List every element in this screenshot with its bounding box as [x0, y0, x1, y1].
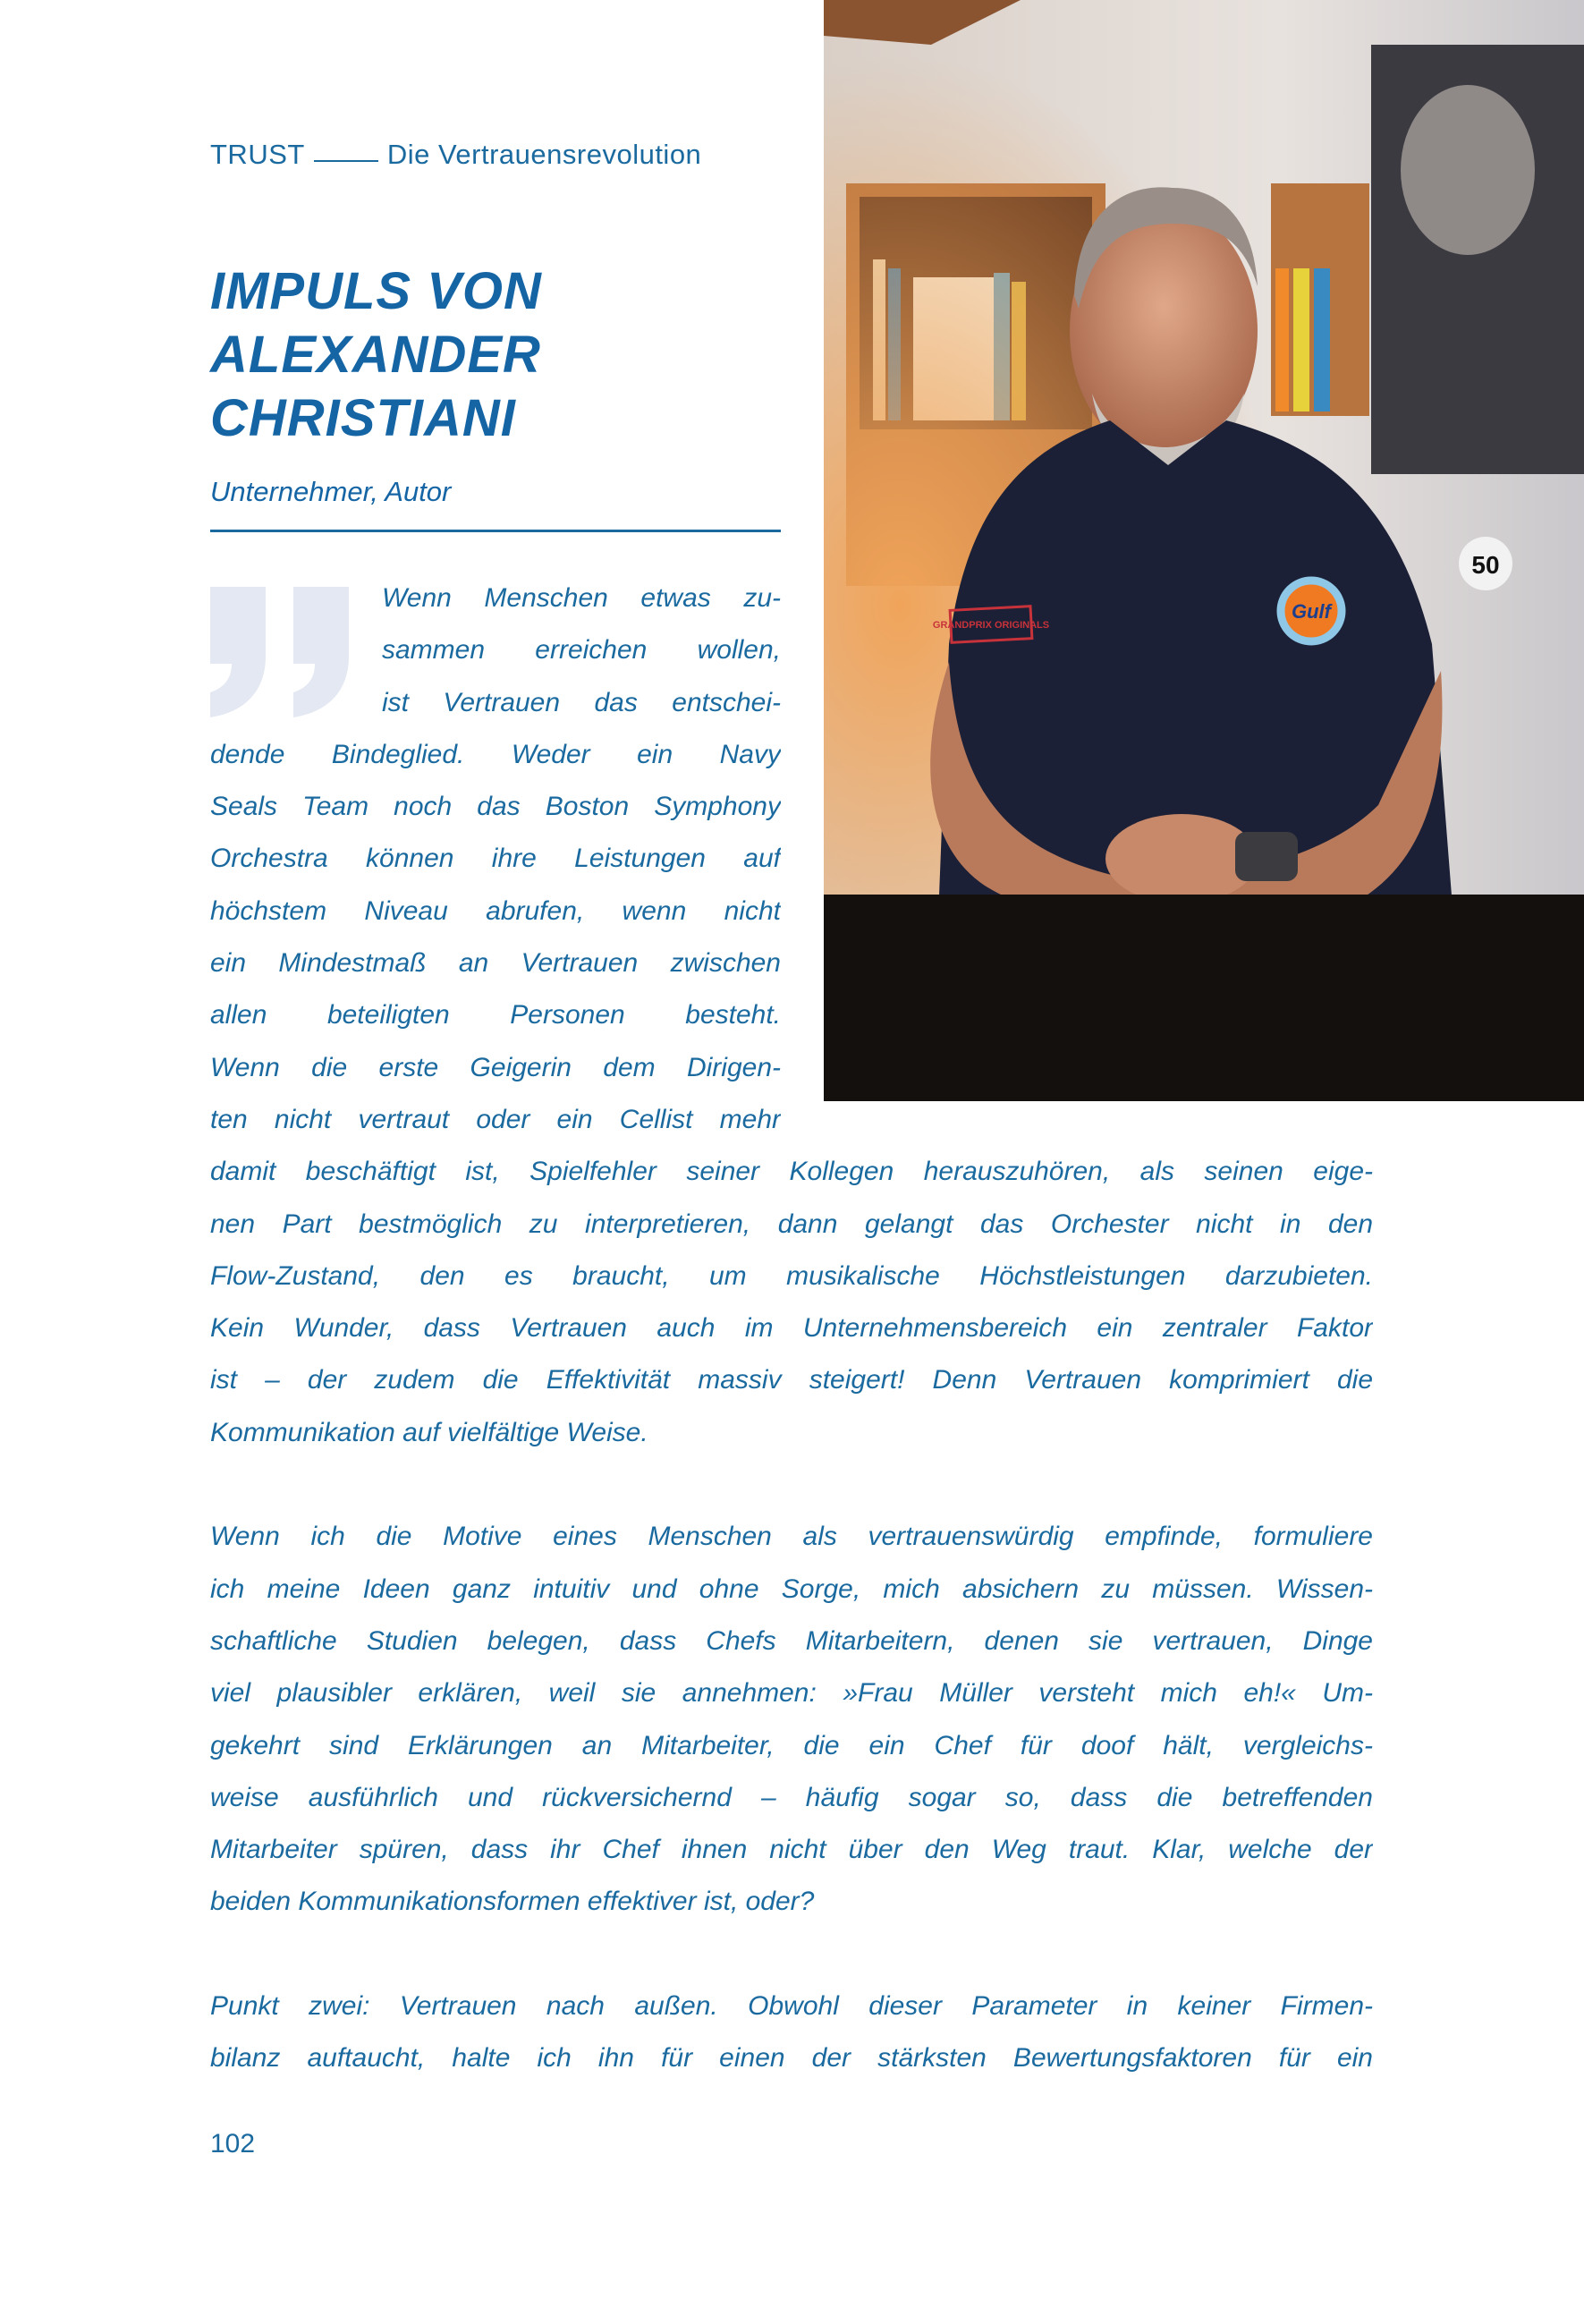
title-divider: [210, 530, 781, 532]
text-line: Orchestra können ihre Leistungen auf: [210, 844, 781, 874]
author-role: Unternehmer, Autor: [210, 476, 452, 507]
text-line: höchstem Niveau abrufen, wenn nicht: [210, 895, 781, 926]
text-line: damit beschäftigt ist, Spielfehler seiner Kollegen herauszuhören, als seinen eige-: [210, 1157, 1373, 1187]
text-line: Wenn Menschen etwas zu-: [382, 583, 781, 613]
text-line: ich meine Ideen ganz intuitiv und ohne Sorge, mich absichern zu müssen. Wissen-: [210, 1573, 1373, 1604]
text-line: viel plausibler erklären, weil sie annehmen: »Frau Müller versteht mich eh!« Um-: [210, 1678, 1373, 1709]
article-body: [210, 573, 1373, 2085]
text-line: Punkt zwei: Vertrauen nach außen. Obwohl dieser Parameter in keiner Firmen-: [210, 1991, 1373, 2022]
text-line: dende Bindeglied. Weder ein Navy: [210, 739, 781, 769]
page-title: [210, 259, 542, 450]
text-line: Kein Wunder, dass Vertrauen auch im Unternehmensbereich ein zentraler Faktor: [210, 1313, 1373, 1344]
page-number: 102: [210, 2129, 256, 2159]
text-line: Wenn ich die Motive eines Menschen als vertrauenswürdig empfinde, formuliere: [210, 1522, 1373, 1552]
text-line: beiden Kommunikationsformen effektiver ist, oder?: [210, 1887, 815, 1917]
text-line: ist Vertrauen das entschei-: [382, 687, 781, 717]
title-line: CHRISTIANI: [210, 389, 516, 447]
text-line: schaftliche Studien belegen, dass Chefs Mitarbeitern, denen sie vertrauen, Dinge: [210, 1625, 1373, 1656]
text-line: Mitarbeiter spüren, dass ihr Chef ihnen nicht über den Weg traut. Klar, welche der: [210, 1835, 1373, 1865]
title-line: ALEXANDER: [210, 326, 541, 384]
text-line: Flow-Zustand, den es braucht, um musikalische Höchstleistungen darzubieten.: [210, 1260, 1373, 1291]
sleeve-number: 50: [1471, 551, 1500, 579]
patch-text: GRANDPRIX ORIGINALS: [932, 620, 1050, 631]
text-line: ten nicht vertraut oder ein Cellist mehr: [210, 1104, 781, 1134]
gulf-logo: Gulf: [1292, 600, 1331, 623]
text-line: allen beteiligten Personen besteht.: [210, 1000, 781, 1031]
chapter-title: Die Vertrauensrevolution: [386, 139, 702, 170]
paragraph-2: [210, 1511, 1373, 1928]
text-line: nen Part bestmöglich zu interpretieren, dann gelangt das Orchester nicht in den: [210, 1209, 1373, 1239]
text-line: weise ausführlich und rückversichernd – häufig sogar so, dass die betreffenden: [210, 1782, 1373, 1812]
header-divider: [314, 160, 378, 162]
text-line: Kommunikation auf vielfältige Weise.: [210, 1417, 648, 1447]
text-line: ein Mindestmaß an Vertrauen zwischen: [210, 948, 781, 979]
text-line: sammen erreichen wollen,: [382, 635, 781, 666]
paragraph-3: [210, 1980, 1373, 2085]
text-line: Wenn die erste Geigerin dem Dirigen-: [210, 1052, 781, 1082]
paragraph-1: [210, 573, 1373, 1459]
text-line: gekehrt sind Erklärungen an Mitarbeiter, die ein Chef für doof hält, vergleichs-: [210, 1730, 1373, 1760]
running-header: [210, 139, 701, 171]
title-line: IMPULS VON: [210, 262, 542, 320]
text-line: bilanz auftaucht, halte ich ihn für einen der stärksten Bewertungsfaktoren für ein: [210, 2043, 1373, 2074]
text-line: Seals Team noch das Boston Symphony: [210, 792, 781, 822]
text-line: ist – der zudem die Effektivität massiv steigert! Denn Vertrauen komprimiert die: [210, 1365, 1373, 1395]
section-label: TRUST: [210, 139, 305, 170]
